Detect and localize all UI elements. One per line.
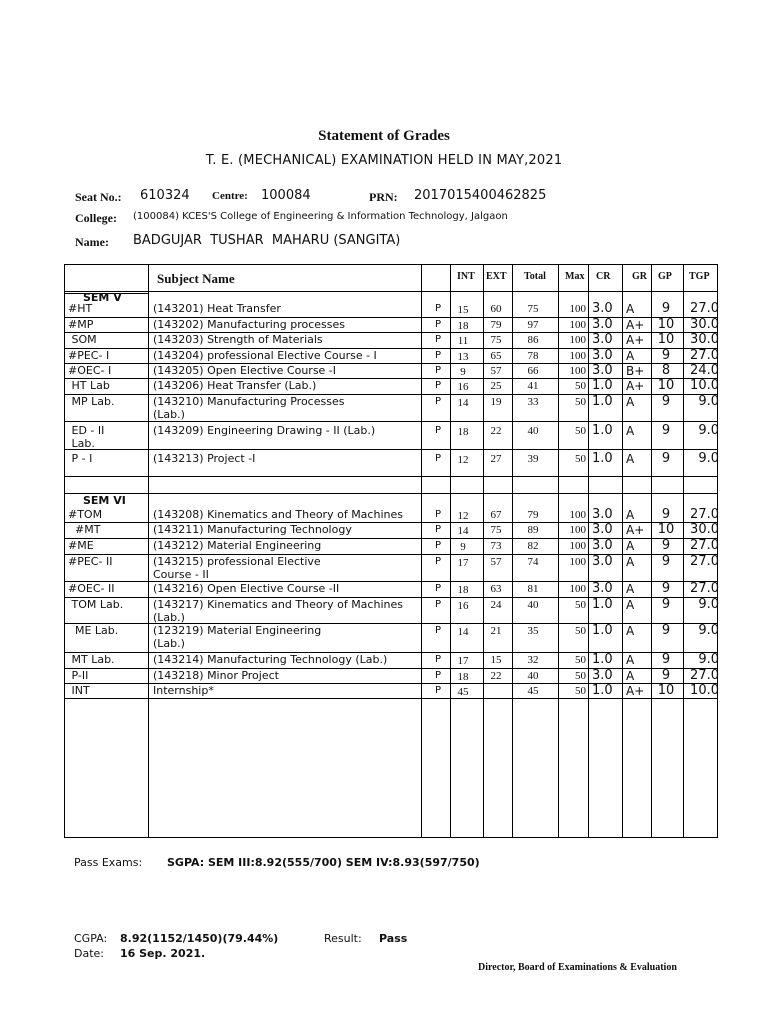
row-subject-cont: (Lab.) [153, 408, 185, 421]
row-ext: 57 [490, 556, 502, 568]
header-max: Max [565, 271, 585, 282]
row-total-grade-point: 27.0 [690, 581, 719, 596]
row-ext: 63 [490, 583, 502, 595]
row-credit: 3.0 [592, 538, 613, 553]
row-total-grade-point: 9.0 [698, 623, 719, 638]
row-ext: 67 [490, 509, 502, 521]
row-total: 39 [527, 453, 539, 465]
row-grade-point: 9 [661, 451, 671, 466]
row-grade-point: 10 [657, 332, 675, 347]
row-grade: A [626, 395, 635, 409]
row-subject: (143218) Minor Project [153, 669, 279, 682]
row-total-grade-point: 30.0 [690, 332, 719, 347]
row-ext: 19 [490, 396, 502, 408]
row-total: 78 [527, 350, 539, 362]
row-credit: 3.0 [592, 668, 613, 683]
row-credit: 1.0 [592, 683, 613, 698]
row-grade-point: 9 [661, 554, 671, 569]
row-code: P-II [68, 669, 89, 682]
row-max: 100 [569, 319, 586, 331]
row-int: 13 [457, 351, 469, 363]
row-grade: A [626, 653, 635, 667]
row-int: 9 [460, 541, 466, 553]
row-code: INT [68, 684, 90, 697]
college-label: College: [75, 211, 117, 225]
header-subject: Subject Name [157, 271, 235, 286]
row-int: 17 [457, 557, 469, 569]
row-grade-point: 9 [661, 668, 671, 683]
row-status: P [434, 524, 442, 535]
row-subject: (143205) Open Elective Course -I [153, 364, 337, 377]
row-max: 50 [575, 453, 586, 465]
document-subtitle: T. E. (MECHANICAL) EXAMINATION HELD IN MAY,2021 [205, 153, 563, 168]
row-int: 9 [460, 366, 466, 378]
row-total: 97 [527, 319, 539, 331]
row-code: MT Lab. [68, 653, 115, 666]
name-label: Name: [75, 235, 109, 249]
row-int: 18 [457, 320, 469, 332]
row-grade-point: 9 [661, 394, 671, 409]
row-max: 50 [575, 380, 586, 392]
row-code: TOM Lab. [68, 598, 124, 611]
row-int: 17 [457, 655, 469, 667]
row-grade-point: 10 [657, 378, 675, 393]
row-grade: A+ [626, 523, 645, 537]
result-label: Result: [324, 932, 362, 945]
row-grade: A [626, 669, 635, 683]
row-credit: 3.0 [592, 507, 613, 522]
cgpa-value: 8.92(1152/1450)(79.44%) [120, 932, 279, 945]
row-ext: 79 [490, 319, 502, 331]
row-status: P [434, 599, 442, 610]
row-max: 100 [569, 524, 586, 536]
row-total: 75 [527, 303, 539, 315]
row-subject: (143213) Project -I [153, 452, 256, 465]
row-status: P [434, 334, 442, 345]
row-grade-point: 10 [657, 317, 675, 332]
row-grade-point: 9 [661, 623, 671, 638]
grades-table [64, 264, 718, 838]
header-tgp: TGP [689, 271, 710, 282]
row-max: 100 [569, 365, 586, 377]
row-subject: (143202) Manufacturing processes [153, 318, 345, 331]
row-credit: 3.0 [592, 332, 613, 347]
header-cr: CR [596, 271, 611, 282]
row-ext: 65 [490, 350, 502, 362]
row-grade-point: 9 [661, 597, 671, 612]
row-grade: A+ [626, 318, 645, 332]
row-grade-point: 10 [657, 683, 675, 698]
row-code: #PEC- I [68, 349, 110, 362]
header-gp: GP [658, 271, 672, 282]
row-credit: 1.0 [592, 623, 613, 638]
row-max: 100 [569, 540, 586, 552]
row-ext: 21 [490, 625, 502, 637]
row-code: ME Lab. [68, 624, 119, 637]
row-grade: A [626, 598, 635, 612]
row-int: 16 [457, 381, 469, 393]
row-code: HT Lab [68, 379, 110, 392]
row-int: 14 [457, 626, 469, 638]
row-int: 14 [457, 397, 469, 409]
row-int: 16 [457, 600, 469, 612]
row-subject: (143212) Material Engineering [153, 539, 322, 552]
row-total-grade-point: 27.0 [690, 668, 719, 683]
row-status: P [434, 365, 442, 376]
row-subject: (143211) Manufacturing Technology [153, 523, 352, 536]
row-credit: 1.0 [592, 652, 613, 667]
header-int: INT [457, 271, 475, 282]
row-grade-point: 9 [661, 301, 671, 316]
row-ext: 25 [490, 380, 502, 392]
row-total: 82 [527, 540, 539, 552]
row-ext: 60 [490, 303, 502, 315]
row-grade: A+ [626, 379, 645, 393]
prn-label: PRN: [369, 190, 398, 204]
row-code: #MP [68, 318, 94, 331]
header-total: Total [524, 271, 546, 282]
row-total-grade-point: 9.0 [698, 597, 719, 612]
row-grade-point: 9 [661, 652, 671, 667]
row-code: MP Lab. [68, 395, 115, 408]
row-credit: 1.0 [592, 378, 613, 393]
row-credit: 3.0 [592, 554, 613, 569]
row-total: 74 [527, 556, 539, 568]
row-grade-point: 8 [661, 363, 671, 378]
centre-value: 100084 [261, 188, 311, 203]
row-ext: 24 [490, 599, 502, 611]
sem6-label: SEM VI [83, 494, 126, 507]
row-total-grade-point: 27.0 [690, 554, 719, 569]
student-name: BADGUJAR TUSHAR MAHARU (SANGITA) [133, 233, 401, 248]
row-ext: 73 [490, 540, 502, 552]
row-status: P [434, 509, 442, 520]
row-total-grade-point: 9.0 [698, 652, 719, 667]
row-total-grade-point: 9.0 [698, 451, 719, 466]
row-code: #PEC- II [68, 555, 113, 568]
row-subject: (143204) professional Elective Course - I [153, 349, 377, 362]
row-subject: (143216) Open Elective Course -II [153, 582, 340, 595]
row-int: 18 [457, 584, 469, 596]
row-code: P - I [68, 452, 93, 465]
sem5-label: SEM V [83, 291, 122, 304]
row-subject: (123219) Material Engineering [153, 624, 322, 637]
row-max: 50 [575, 396, 586, 408]
row-ext: 22 [490, 670, 502, 682]
row-total: 35 [527, 625, 539, 637]
row-status: P [434, 453, 442, 464]
row-status: P [434, 540, 442, 551]
row-status: P [434, 425, 442, 436]
centre-label: Centre: [212, 190, 248, 202]
seat-no-label: Seat No.: [75, 190, 122, 204]
row-code: SOM [68, 333, 97, 346]
row-total: 40 [527, 425, 539, 437]
row-status: P [434, 685, 442, 696]
row-total: 45 [527, 685, 539, 697]
row-total: 66 [527, 365, 539, 377]
row-total-grade-point: 9.0 [698, 394, 719, 409]
row-grade: A [626, 302, 635, 316]
row-total-grade-point: 10.0 [690, 378, 719, 393]
row-max: 50 [575, 670, 586, 682]
row-code: #MT [68, 523, 101, 536]
row-total: 33 [527, 396, 539, 408]
row-status: P [434, 319, 442, 330]
sgpa-summary: SGPA: SEM III:8.92(555/700) SEM IV:8.93(597/750) [167, 856, 480, 869]
row-grade: A+ [626, 684, 645, 698]
row-max: 50 [575, 654, 586, 666]
row-subject: (143217) Kinematics and Theory of Machines [153, 598, 403, 611]
row-credit: 3.0 [592, 301, 613, 316]
row-total: 79 [527, 509, 539, 521]
row-credit: 1.0 [592, 423, 613, 438]
row-status: P [434, 396, 442, 407]
row-grade: A [626, 624, 635, 638]
row-int: 12 [457, 454, 469, 466]
row-subject: (143215) professional Elective [153, 555, 321, 568]
date-label: Date: [74, 947, 104, 960]
row-total: 41 [527, 380, 539, 392]
row-status: P [434, 654, 442, 665]
row-grade-point: 10 [657, 522, 675, 537]
row-subject: (143206) Heat Transfer (Lab.) [153, 379, 317, 392]
row-max: 100 [569, 334, 586, 346]
row-subject: Internship* [153, 684, 214, 697]
row-subject: (143201) Heat Transfer [153, 302, 281, 315]
row-code: #OEC- I [68, 364, 112, 377]
row-total: 40 [527, 599, 539, 611]
row-grade: B+ [626, 364, 645, 378]
row-status: P [434, 670, 442, 681]
row-grade: A [626, 508, 635, 522]
row-ext: 22 [490, 425, 502, 437]
row-ext: 15 [490, 654, 502, 666]
row-credit: 3.0 [592, 348, 613, 363]
row-credit: 1.0 [592, 451, 613, 466]
row-int: 14 [457, 525, 469, 537]
row-subject-cont: Course - II [153, 568, 209, 581]
row-max: 50 [575, 599, 586, 611]
row-grade-point: 9 [661, 507, 671, 522]
row-int: 12 [457, 510, 469, 522]
row-code: ED - II [68, 424, 105, 437]
prn-value: 2017015400462825 [414, 188, 547, 203]
row-grade: A [626, 424, 635, 438]
director-signature-line: Director, Board of Examinations & Evaluation [478, 962, 677, 973]
cgpa-label: CGPA: [74, 932, 108, 945]
row-total-grade-point: 27.0 [690, 538, 719, 553]
row-max: 100 [569, 350, 586, 362]
college-value: (100084) KCES'S College of Engineering & Information Technology, Jalgaon [133, 211, 508, 222]
row-code-cont: Lab. [68, 437, 95, 450]
row-total: 86 [527, 334, 539, 346]
row-code: #ME [68, 539, 94, 552]
row-status: P [434, 380, 442, 391]
row-ext: 57 [490, 365, 502, 377]
header-gr: GR [632, 271, 647, 282]
row-max: 50 [575, 425, 586, 437]
row-ext: 75 [490, 524, 502, 536]
row-code: #TOM [68, 508, 103, 521]
row-grade-point: 9 [661, 581, 671, 596]
row-max: 100 [569, 303, 586, 315]
row-grade: A [626, 349, 635, 363]
row-subject: (143214) Manufacturing Technology (Lab.) [153, 653, 388, 666]
row-subject: (143209) Engineering Drawing - II (Lab.) [153, 424, 376, 437]
seat-no-value: 610324 [140, 188, 190, 203]
row-total-grade-point: 9.0 [698, 423, 719, 438]
row-max: 100 [569, 556, 586, 568]
row-subject: (143210) Manufacturing Processes [153, 395, 345, 408]
row-credit: 3.0 [592, 363, 613, 378]
row-total: 40 [527, 670, 539, 682]
date-value: 16 Sep. 2021. [120, 947, 206, 960]
row-grade: A [626, 582, 635, 596]
row-subject: (143208) Kinematics and Theory of Machines [153, 508, 403, 521]
row-grade-point: 9 [661, 538, 671, 553]
row-total: 89 [527, 524, 539, 536]
result-value: Pass [379, 932, 408, 945]
row-grade: A+ [626, 333, 645, 347]
row-credit: 3.0 [592, 522, 613, 537]
header-ext: EXT [486, 271, 507, 282]
row-max: 50 [575, 685, 586, 697]
row-grade: A [626, 539, 635, 553]
row-subject-cont: (Lab.) [153, 611, 185, 624]
row-total: 81 [527, 583, 539, 595]
row-ext: 27 [490, 453, 502, 465]
row-total: 32 [527, 654, 539, 666]
row-grade-point: 9 [661, 348, 671, 363]
row-max: 100 [569, 509, 586, 521]
row-total-grade-point: 27.0 [690, 348, 719, 363]
row-credit: 1.0 [592, 394, 613, 409]
row-grade-point: 9 [661, 423, 671, 438]
row-total-grade-point: 30.0 [690, 522, 719, 537]
row-int: 45 [457, 686, 469, 698]
row-int: 11 [457, 335, 469, 347]
row-int: 18 [457, 426, 469, 438]
row-int: 18 [457, 671, 469, 683]
row-max: 50 [575, 625, 586, 637]
row-status: P [434, 556, 442, 567]
row-max: 100 [569, 583, 586, 595]
row-total-grade-point: 24.0 [690, 363, 719, 378]
row-total-grade-point: 27.0 [690, 301, 719, 316]
document-title: Statement of Grades [318, 128, 450, 144]
row-grade: A [626, 452, 635, 466]
row-total-grade-point: 10.0 [690, 683, 719, 698]
row-credit: 1.0 [592, 597, 613, 612]
row-status: P [434, 303, 442, 314]
row-total-grade-point: 27.0 [690, 507, 719, 522]
row-total-grade-point: 30.0 [690, 317, 719, 332]
row-credit: 3.0 [592, 317, 613, 332]
row-status: P [434, 350, 442, 361]
row-code: #HT [68, 302, 93, 315]
row-code: #OEC- II [68, 582, 115, 595]
pass-exams-label: Pass Exams: [74, 856, 143, 869]
row-subject: (143203) Strength of Materials [153, 333, 323, 346]
row-subject-cont: (Lab.) [153, 637, 185, 650]
row-status: P [434, 625, 442, 636]
row-credit: 3.0 [592, 581, 613, 596]
row-status: P [434, 583, 442, 594]
row-grade: A [626, 555, 635, 569]
row-ext: 75 [490, 334, 502, 346]
row-int: 15 [457, 304, 469, 316]
